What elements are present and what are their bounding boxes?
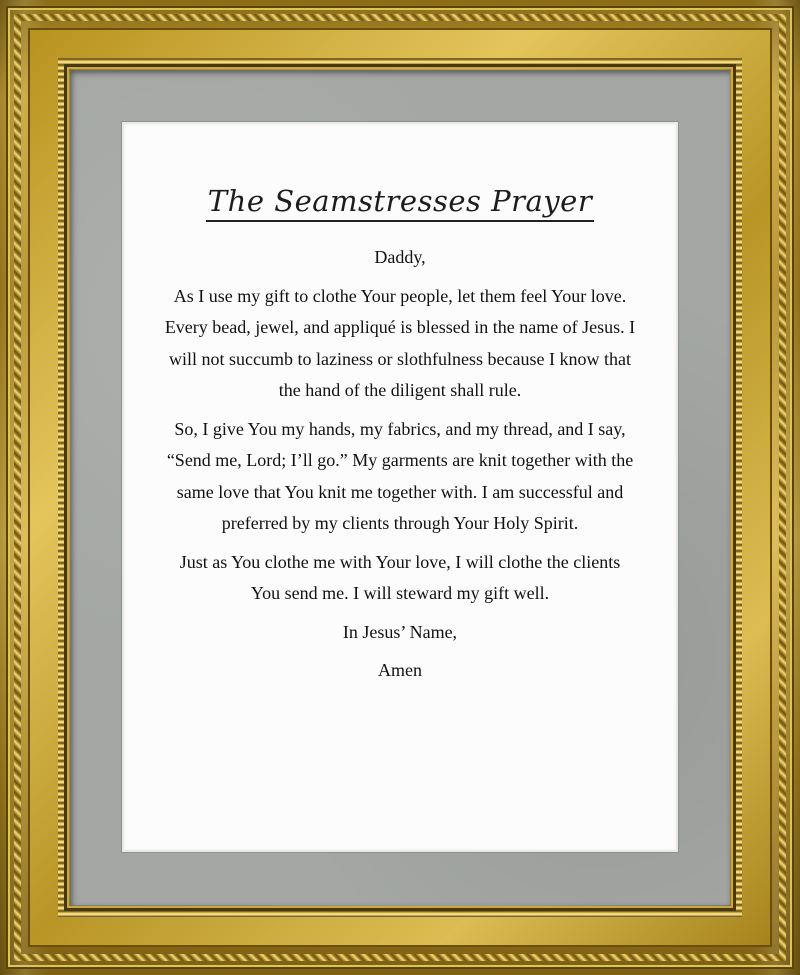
paragraph-2: So, I give You my hands, my fabrics, and my thread, and I say, “Send me, Lord; I’ll go.” My garments are knit together with the same love that You knit me together with. I am successful and preferred by my clients through Your Holy Spirit. (166, 418, 634, 533)
prayer-document (122, 122, 678, 852)
document-title-text: The Seamstresses Prayer (206, 184, 594, 222)
document-body (164, 242, 636, 694)
salutation: Daddy, (374, 247, 426, 267)
closing-line: In Jesus’ Name, (342, 621, 458, 642)
paragraph-1: As I use my gift to clothe Your people, let them feel Your love. Every bead, jewel, and appliqué is blessed in the name of Jesus. I will not succumb to laziness or slothfulness because I know that the hand of the diligent shall rule. (164, 285, 636, 400)
signoff: Amen (378, 660, 422, 680)
paragraph-3: Just as You clothe me with Your love, I will clothe the clients You send me. I will steward my gift well. (179, 551, 621, 603)
document-title (124, 184, 676, 222)
